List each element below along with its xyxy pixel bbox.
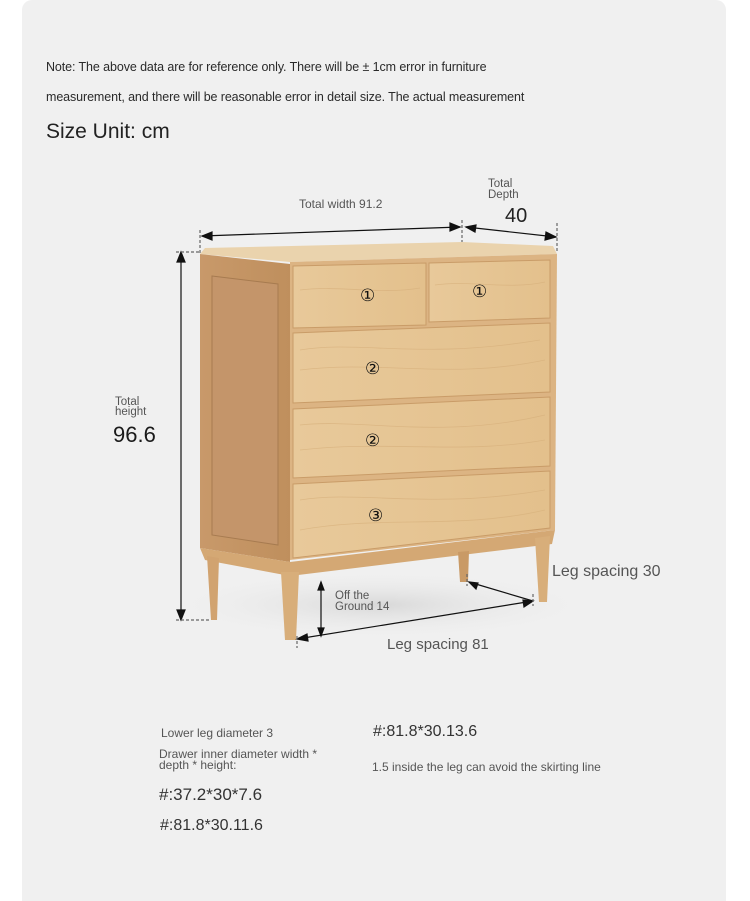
skirting-note: 1.5 inside the leg can avoid the skirting line (372, 760, 601, 774)
note-line-1: Note: The above data are for reference only. There will be ± 1cm error in furniture (46, 60, 487, 74)
drawer-3-size: #:81.8*30.11.6 (160, 817, 263, 834)
total-height-label-1: Total (115, 396, 140, 408)
drawer-number-1b: ① (472, 282, 488, 301)
drawer-inner-label-1: Drawer inner diameter width * (159, 747, 318, 761)
total-width-label: Total width 91.2 (299, 197, 383, 211)
off-ground-label-2: Ground 14 (335, 601, 390, 613)
note-line-2: measurement, and there will be reasonable error in detail size. The actual measurement (46, 90, 525, 104)
total-height-value: 96.6 (113, 422, 156, 447)
drawer-2-size: #:81.8*30.13.6 (373, 723, 478, 740)
drawer-1-right (429, 260, 550, 322)
drawer-1-size: #:37.2*30*7.6 (159, 785, 263, 804)
drawer-number-2a: ② (365, 359, 381, 378)
size-unit-heading: Size Unit: cm (46, 120, 170, 143)
drawer-number-1a: ① (360, 286, 376, 305)
drawer-3 (293, 397, 550, 478)
lower-leg-diameter: Lower leg diameter 3 (161, 726, 274, 740)
drawer-number-2b: ② (365, 431, 381, 450)
side-inset (212, 276, 278, 545)
off-ground-label-1: Off the (335, 590, 370, 602)
leg-spacing-depth-label: Leg spacing 30 (552, 563, 661, 580)
drawer-inner-label-2: depth * height: (159, 758, 237, 772)
drawer-number-3: ③ (368, 506, 384, 525)
total-depth-label-1: Total (488, 178, 513, 190)
total-depth-label-2: Depth (488, 189, 519, 201)
total-depth-value: 40 (505, 205, 528, 227)
leg-spacing-width-label: Leg spacing 81 (387, 636, 489, 653)
drawer-2 (293, 323, 550, 403)
total-height-label-2: height (115, 406, 147, 418)
